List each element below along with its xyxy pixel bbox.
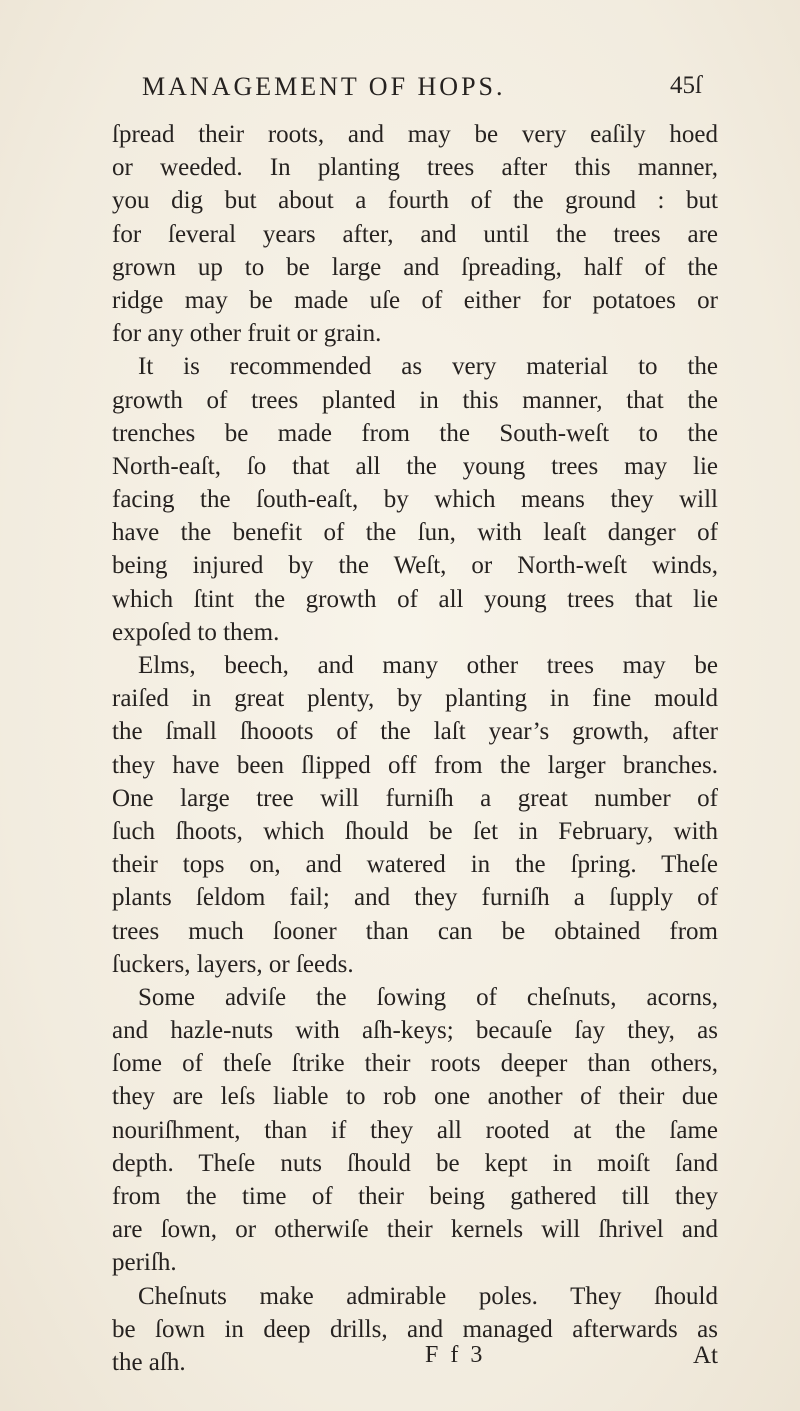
text-line: expoſed to them. <box>112 618 280 646</box>
text-line: Some adviſe the ſowing of cheſnuts, acorns, <box>138 983 718 1011</box>
text-line: plants ſeldom fail; and they furniſh a ſupply of <box>112 884 718 912</box>
text-line: they are leſs liable to rob one another of their due <box>112 1083 718 1111</box>
text-line: trenches be made from the South-weſt to the <box>112 419 718 447</box>
text-line: and hazle-nuts with aſh-keys; becauſe ſay they, as <box>112 1017 718 1045</box>
signature-mark: F f 3 <box>425 1342 486 1368</box>
text-line: being injured by the Weſt, or North-weſt winds, <box>112 552 718 580</box>
text-line: facing the ſouth-eaſt, by which means they will <box>112 486 718 514</box>
text-line: ſpread their roots, and may be very eaſily hoed <box>112 121 718 148</box>
text-line: ſuch ſhoots, which ſhould be ſet in February, with <box>112 817 718 845</box>
text-line: ſome of theſe ſtrike their roots deeper than others, <box>112 1050 718 1078</box>
page-number: 45ſ <box>670 72 702 99</box>
text-line: ridge may be made uſe of either for potatoes or <box>112 286 718 314</box>
text-line: North-eaſt, ſo that all the young trees may lie <box>112 452 718 480</box>
catchword: At <box>693 1342 718 1369</box>
text-line: the ſmall ſhooots of the laſt year’s growth, after <box>112 718 718 746</box>
text-line: It is recommended as very material to the <box>138 353 718 381</box>
page-header <box>142 72 702 112</box>
text-line: trees much ſooner than can be obtained from <box>112 917 718 945</box>
text-line: ſuckers, layers, or ſeeds. <box>112 950 354 978</box>
text-line: Elms, beech, and many other trees may be <box>138 652 718 679</box>
text-line: Cheſnuts make admirable poles. They ſhould <box>138 1282 718 1310</box>
text-line: you dig but about a fourth of the ground : but <box>112 187 718 215</box>
text-line: from the time of their being gathered till they <box>112 1183 718 1210</box>
text-line: grown up to be large and ſpreading, half of the <box>112 253 718 281</box>
text-line: or weeded. In planting trees after this manner, <box>112 154 718 182</box>
text-line: be ſown in deep drills, and managed afterwards as <box>112 1315 718 1343</box>
text-line: for any other fruit or grain. <box>112 320 382 348</box>
text-line: have the benefit of the ſun, with leaſt danger of <box>112 519 718 547</box>
text-line: periſh. <box>112 1249 177 1277</box>
text-line: are ſown, or otherwiſe their kernels will ſhrivel and <box>112 1216 718 1244</box>
text-line: their tops on, and watered in the ſpring. Theſe <box>112 851 718 879</box>
text-line: depth. Theſe nuts ſhould be kept in moiſt ſand <box>112 1149 718 1177</box>
running-head: MANAGEMENT OF HOPS. <box>142 72 506 101</box>
text-line: the aſh. <box>112 1348 186 1376</box>
text-line: for ſeveral years after, and until the trees are <box>112 220 718 248</box>
text-line: nouriſhment, than if they all rooted at the ſame <box>112 1116 718 1144</box>
text-line: growth of trees planted in this manner, that the <box>112 386 718 414</box>
body-text <box>112 118 718 1379</box>
text-line: they have been ſlipped off from the larger branches. <box>112 751 718 779</box>
text-line: raiſed in great plenty, by planting in fine mould <box>112 685 718 713</box>
text-line: One large tree will furniſh a great number of <box>112 784 718 812</box>
text-line: which ſtint the growth of all young trees that lie <box>112 585 718 613</box>
